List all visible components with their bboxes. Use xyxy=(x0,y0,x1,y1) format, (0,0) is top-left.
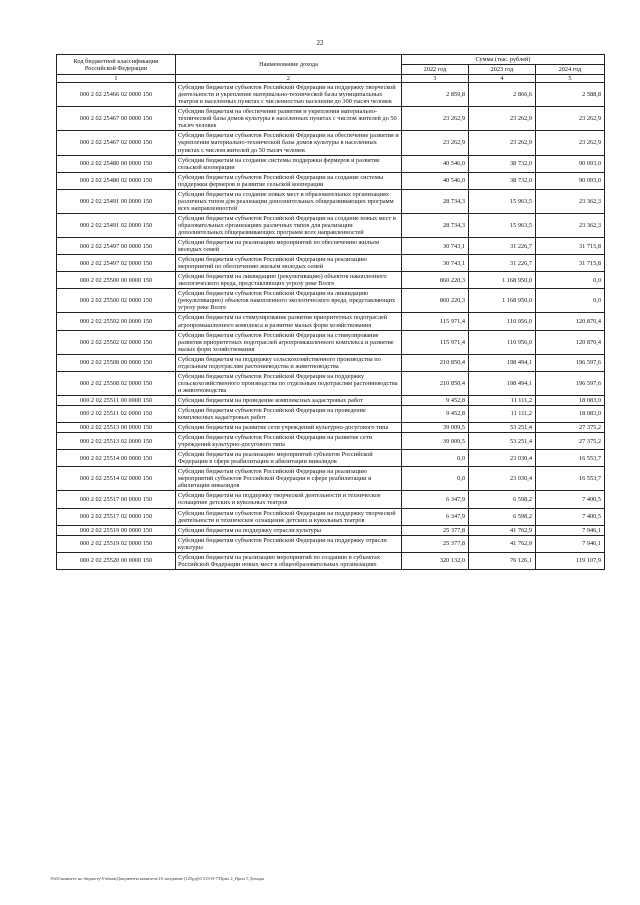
table-row xyxy=(57,155,605,172)
table-header-index xyxy=(57,75,605,83)
row-value-2022: 9 452,8 xyxy=(402,395,469,405)
row-code: 000 2 02 25519 02 0000 150 xyxy=(57,535,176,552)
table-row xyxy=(57,525,605,535)
revenue-table xyxy=(56,54,605,570)
row-value-2022: 210 850,4 xyxy=(402,354,469,371)
row-value-2022: 115 971,4 xyxy=(402,330,469,354)
row-value-2022: 28 734,3 xyxy=(402,213,469,237)
row-value-2023: 198 494,1 xyxy=(469,354,536,371)
row-code: 000 2 02 25500 02 0000 150 xyxy=(57,289,176,313)
header-code: Код бюджетной классификации Российской Федерации xyxy=(57,55,176,75)
row-code: 000 2 02 25466 02 0000 150 xyxy=(57,83,176,107)
row-name: Субсидии бюджетам на ликвидацию (рекультивацию) объектов накопленного экологического вреда, представляющих угрозу реке Волге xyxy=(176,272,402,289)
header-index: 2 xyxy=(176,75,402,83)
row-value-2022: 6 347,9 xyxy=(402,491,469,508)
row-value-2023: 6 598,2 xyxy=(469,508,536,525)
row-name: Субсидии бюджетам на поддержку творческой деятельности и техническое оснащение детских и кукольных театров xyxy=(176,491,402,508)
header-year-2024: 2024 год xyxy=(536,65,605,75)
table-row xyxy=(57,289,605,313)
row-value-2022: 23 262,9 xyxy=(402,107,469,131)
row-value-2024: 18 083,0 xyxy=(536,405,605,422)
row-name: Субсидии бюджетам субъектов Российской Федерации на реализацию мероприятий субъектов Российской Федерации в сфере реабилитации и абилитации инвалидов xyxy=(176,467,402,491)
row-value-2022: 30 743,1 xyxy=(402,255,469,272)
table-row xyxy=(57,354,605,371)
row-value-2023: 41 762,9 xyxy=(469,535,536,552)
row-code: 000 2 02 25514 02 0000 150 xyxy=(57,467,176,491)
row-value-2022: 860 220,3 xyxy=(402,289,469,313)
row-code: 000 2 02 25511 02 0000 150 xyxy=(57,405,176,422)
row-code: 000 2 02 25491 00 0000 150 xyxy=(57,189,176,213)
row-value-2024: 2 588,8 xyxy=(536,83,605,107)
row-name: Субсидии бюджетам субъектов Российской Федерации на создание системы поддержки фермеров и развитие сельской кооперации xyxy=(176,172,402,189)
row-value-2023: 41 762,9 xyxy=(469,525,536,535)
row-name: Субсидии бюджетам на поддержку отрасли культуры xyxy=(176,525,402,535)
row-code: 000 2 02 25480 02 0000 150 xyxy=(57,172,176,189)
row-code: 000 2 02 25508 02 0000 150 xyxy=(57,371,176,395)
row-name: Субсидии бюджетам субъектов Российской Федерации на проведение комплексных кадастровых работ xyxy=(176,405,402,422)
table-row xyxy=(57,423,605,433)
row-value-2022: 39 009,5 xyxy=(402,423,469,433)
row-name: Субсидии бюджетам на поддержку сельскохозяйственного производства по отдельным подотраслям растениеводства и животноводства xyxy=(176,354,402,371)
row-value-2023: 110 956,0 xyxy=(469,313,536,330)
header-index: 1 xyxy=(57,75,176,83)
row-value-2022: 39 009,5 xyxy=(402,433,469,450)
row-name: Субсидии бюджетам субъектов Российской Федерации на стимулирование развития приоритетных подотраслей агропромышленного комплекса и развитие малых форм хозяйствования xyxy=(176,330,402,354)
table-row xyxy=(57,131,605,155)
row-code: 000 2 02 25497 00 0000 150 xyxy=(57,238,176,255)
row-name: Субсидии бюджетам субъектов Российской Федерации на поддержку сельскохозяйственного производства по отдельным подотраслям растениеводства и животноводства xyxy=(176,371,402,395)
row-value-2024: 23 362,3 xyxy=(536,213,605,237)
table-row xyxy=(57,405,605,422)
row-value-2022: 25 377,8 xyxy=(402,535,469,552)
table-row xyxy=(57,313,605,330)
row-value-2024: 0,0 xyxy=(536,272,605,289)
row-value-2023: 1 168 950,0 xyxy=(469,289,536,313)
header-year-2022: 2022 год xyxy=(402,65,469,75)
row-value-2023: 31 226,7 xyxy=(469,255,536,272)
row-value-2023: 110 956,0 xyxy=(469,330,536,354)
row-value-2024: 23 262,9 xyxy=(536,107,605,131)
row-value-2023: 23 030,4 xyxy=(469,450,536,467)
row-value-2024: 7 400,5 xyxy=(536,491,605,508)
row-code: 000 2 02 25502 02 0000 150 xyxy=(57,330,176,354)
row-value-2023: 198 494,1 xyxy=(469,371,536,395)
page-number: 22 xyxy=(316,39,324,47)
row-value-2024: 90 093,0 xyxy=(536,155,605,172)
table-body xyxy=(57,83,605,570)
row-name: Субсидии бюджетам на создание системы поддержки фермеров и развитие сельской кооперации xyxy=(176,155,402,172)
row-name: Субсидии бюджетам на стимулирование развития приоритетных подотраслей агропромышленного комплекса и развитие малых форм хозяйствования xyxy=(176,313,402,330)
row-value-2024: 27 375,2 xyxy=(536,433,605,450)
row-value-2024: 18 083,0 xyxy=(536,395,605,405)
row-name: Субсидии бюджетам на реализацию мероприятий по созданию в субъектах Российской Федерации новых мест в общеобразовательных организациях xyxy=(176,552,402,569)
row-name: Субсидии бюджетам субъектов Российской Федерации на поддержку творческой деятельности и укрепление материально-технической базы муниципальных театров в населенных пунктах с численностью населения до 300 тысяч человек xyxy=(176,83,402,107)
table-row xyxy=(57,213,605,237)
row-value-2023: 23 030,4 xyxy=(469,467,536,491)
header-index: 5 xyxy=(536,75,605,83)
row-code: 000 2 02 25500 00 0000 150 xyxy=(57,272,176,289)
row-value-2023: 38 732,0 xyxy=(469,172,536,189)
row-value-2023: 11 111,2 xyxy=(469,395,536,405)
row-code: 000 2 02 25519 00 0000 150 xyxy=(57,525,176,535)
row-value-2022: 860 220,3 xyxy=(402,272,469,289)
row-value-2023: 11 111,2 xyxy=(469,405,536,422)
row-value-2022: 210 850,4 xyxy=(402,371,469,395)
row-value-2024: 7 946,1 xyxy=(536,535,605,552)
row-value-2024: 16 553,7 xyxy=(536,467,605,491)
table-header-row xyxy=(57,55,605,65)
row-value-2022: 320 132,0 xyxy=(402,552,469,569)
row-value-2022: 0,0 xyxy=(402,450,469,467)
table-row xyxy=(57,371,605,395)
row-value-2022: 115 971,4 xyxy=(402,313,469,330)
row-value-2024: 31 715,8 xyxy=(536,238,605,255)
row-value-2023: 23 262,9 xyxy=(469,107,536,131)
row-name: Субсидии бюджетам на реализацию мероприятий по обеспечению жильем молодых семей xyxy=(176,238,402,255)
table-row xyxy=(57,107,605,131)
row-name: Субсидии бюджетам субъектов Российской Федерации на поддержку отрасли культуры xyxy=(176,535,402,552)
table-row xyxy=(57,272,605,289)
table-row xyxy=(57,450,605,467)
row-value-2024: 196 597,6 xyxy=(536,354,605,371)
table-row xyxy=(57,395,605,405)
row-name: Субсидии бюджетам на развитие сети учреждений культурно-досугового типа xyxy=(176,423,402,433)
row-value-2022: 9 452,8 xyxy=(402,405,469,422)
row-value-2024: 0,0 xyxy=(536,289,605,313)
header-sum: Сумма (тыс. рублей) xyxy=(402,55,605,65)
row-value-2024: 23 262,9 xyxy=(536,131,605,155)
row-code: 000 2 02 25511 00 0000 150 xyxy=(57,395,176,405)
row-value-2022: 6 347,9 xyxy=(402,508,469,525)
row-value-2024: 119 107,9 xyxy=(536,552,605,569)
row-value-2023: 76 126,1 xyxy=(469,552,536,569)
row-code: 000 2 02 25514 00 0000 150 xyxy=(57,450,176,467)
row-code: 000 2 02 25467 00 0000 150 xyxy=(57,107,176,131)
row-code: 000 2 02 25467 02 0000 150 xyxy=(57,131,176,155)
row-name: Субсидии бюджетам субъектов Российской Федерации на реализацию мероприятий по обеспечению жильем молодых семей xyxy=(176,255,402,272)
row-name: Субсидии бюджетам на обеспечение развития и укрепления материально-технической базы домов культуры в населенных пунктах с числом жителей до 50 тысяч человек xyxy=(176,107,402,131)
row-value-2022: 2 859,8 xyxy=(402,83,469,107)
row-name: Субсидии бюджетам на создание новых мест в образовательных организациях различных типов для реализации дополнительных общеразвивающих программ всех направленностей xyxy=(176,189,402,213)
row-value-2022: 40 546,0 xyxy=(402,172,469,189)
row-value-2023: 15 963,5 xyxy=(469,213,536,237)
row-code: 000 2 02 25480 00 0000 150 xyxy=(57,155,176,172)
table-row xyxy=(57,189,605,213)
table-row xyxy=(57,172,605,189)
row-value-2023: 23 262,9 xyxy=(469,131,536,155)
row-code: 000 2 02 25508 00 0000 150 xyxy=(57,354,176,371)
row-code: 000 2 02 25517 02 0000 150 xyxy=(57,508,176,525)
table-row xyxy=(57,255,605,272)
row-value-2024: 16 553,7 xyxy=(536,450,605,467)
row-code: 000 2 02 25520 00 0000 150 xyxy=(57,552,176,569)
row-code: 000 2 02 25513 00 0000 150 xyxy=(57,423,176,433)
row-name: Субсидии бюджетам субъектов Российской Федерации на ликвидацию (рекультивацию) объектов накопленного экологического вреда, представляющих угрозу реке Волге xyxy=(176,289,402,313)
row-value-2022: 28 734,3 xyxy=(402,189,469,213)
row-value-2024: 7 400,5 xyxy=(536,508,605,525)
row-code: 000 2 02 25497 02 0000 150 xyxy=(57,255,176,272)
row-value-2024: 120 870,4 xyxy=(536,313,605,330)
row-value-2022: 40 546,0 xyxy=(402,155,469,172)
row-value-2024: 196 597,6 xyxy=(536,371,605,395)
header-index: 4 xyxy=(469,75,536,83)
row-value-2022: 23 262,9 xyxy=(402,131,469,155)
row-value-2024: 27 375,2 xyxy=(536,423,605,433)
row-value-2022: 30 743,1 xyxy=(402,238,469,255)
row-value-2023: 15 963,5 xyxy=(469,189,536,213)
table-row xyxy=(57,535,605,552)
row-value-2023: 1 168 950,0 xyxy=(469,272,536,289)
table-row xyxy=(57,330,605,354)
table-row xyxy=(57,491,605,508)
table-row xyxy=(57,238,605,255)
table-row xyxy=(57,552,605,569)
row-value-2023: 53 251,4 xyxy=(469,423,536,433)
row-name: Субсидии бюджетам субъектов Российской Федерации на обеспечение развития и укрепления материально-технической базы домов культуры в населенных пунктах с числом жителей до 50 тысяч человек xyxy=(176,131,402,155)
header-index: 3 xyxy=(402,75,469,83)
row-name: Субсидии бюджетам на проведение комплексных кадастровых работ xyxy=(176,395,402,405)
row-value-2024: 90 093,0 xyxy=(536,172,605,189)
row-value-2024: 23 362,3 xyxy=(536,189,605,213)
row-name: Субсидии бюджетам субъектов Российской Федерации на поддержку творческой деятельности и техническое оснащение детских и кукольных театров xyxy=(176,508,402,525)
table-row xyxy=(57,433,605,450)
row-value-2022: 0,0 xyxy=(402,467,469,491)
row-code: 000 2 02 25491 02 0000 150 xyxy=(57,213,176,237)
row-value-2023: 38 732,0 xyxy=(469,155,536,172)
row-name: Субсидии бюджетам субъектов Российской Федерации на создание новых мест в образовательных организациях различных типов для реализации дополнительных общеразвивающих программ всех направленностей xyxy=(176,213,402,237)
row-code: 000 2 02 25517 00 0000 150 xyxy=(57,491,176,508)
row-value-2023: 2 866,6 xyxy=(469,83,536,107)
header-year-2023: 2023 год xyxy=(469,65,536,75)
row-value-2023: 6 598,2 xyxy=(469,491,536,508)
row-code: 000 2 02 25513 02 0000 150 xyxy=(57,433,176,450)
row-value-2024: 31 715,8 xyxy=(536,255,605,272)
table-row xyxy=(57,467,605,491)
table-row xyxy=(57,508,605,525)
row-value-2023: 31 226,7 xyxy=(469,238,536,255)
row-code: 000 2 02 25502 00 0000 150 xyxy=(57,313,176,330)
row-value-2024: 7 946,1 xyxy=(536,525,605,535)
row-name: Субсидии бюджетам на реализацию мероприятий субъектов Российской Федерации в сфере реабилитации и абилитации инвалидов xyxy=(176,450,402,467)
footer-path: \Fs01\комитет по бюджету\Учёная\Документы комитета\10 заседание (125рд)\0 315-II-7\Прил 2_Прил 5 Доходы xyxy=(50,876,265,881)
header-name: Наименование дохода xyxy=(176,55,402,75)
row-name: Субсидии бюджетам субъектов Российской Федерации на развитие сети учреждений культурно-досугового типа xyxy=(176,433,402,450)
row-value-2024: 120 870,4 xyxy=(536,330,605,354)
row-value-2022: 25 377,8 xyxy=(402,525,469,535)
row-value-2023: 53 251,4 xyxy=(469,433,536,450)
table-row xyxy=(57,83,605,107)
